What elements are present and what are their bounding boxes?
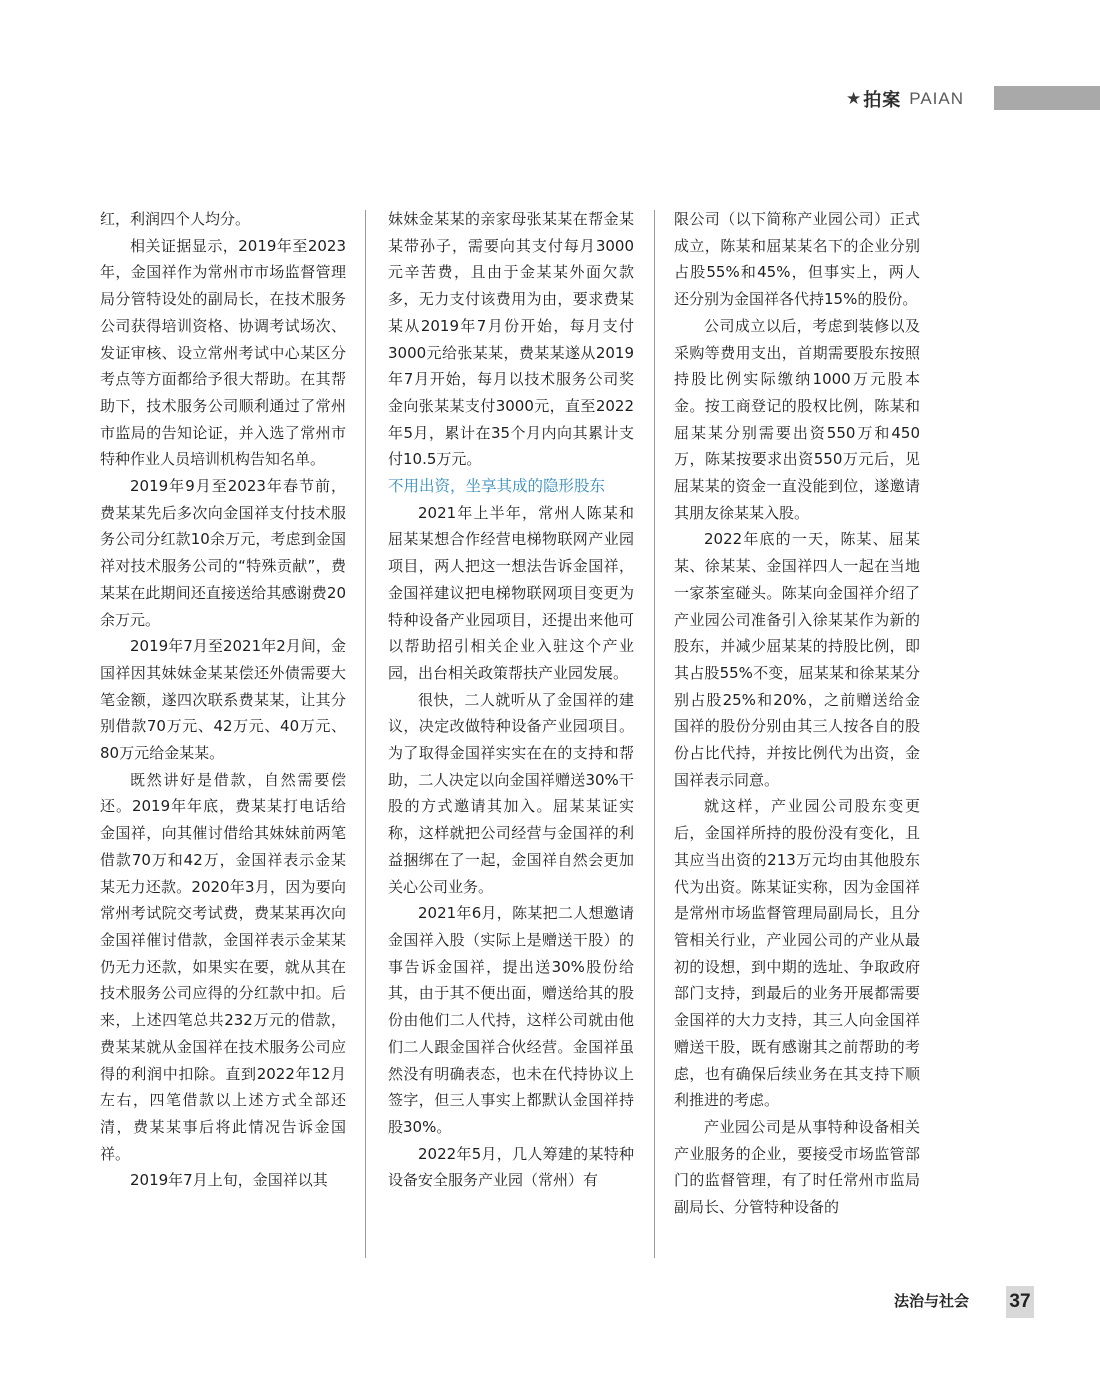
column-3: [674, 206, 920, 1221]
paragraph: 公司成立以后，考虑到装修以及采购等费用支出，首期需要股东按照持股比例实际缴纳1000万元股本金。按工商登记的股权比例，陈某和屈某某分别需要出资550万和450万，陈某按要求出资550万元后，见屈某某的资金一直没能到位，遂邀请其朋友徐某某入股。: [674, 316, 920, 522]
paragraph: 2022年底的一天，陈某、屈某某、徐某某、金国祥四人一起在当地一家茶室碰头。陈某向金国祥介绍了产业园公司准备引入徐某某作为新的股东，并减少屈某某的持股比例，即其占股55%不变，屈某某和徐某某分别占股25%和20%，之前赠送给金国祥的股份分别由其三人按各自的股份占比代持，并按比例代为出资，金国祥表示同意。: [674, 530, 920, 789]
paragraph: 2022年5月，几人筹建的某特种设备安全服务产业园（常州）有: [388, 1144, 634, 1190]
paragraph: 既然讲好是借款，自然需要偿还。2019年年底，费某某打电话给金国祥，向其催讨借给其妹妹前两笔借款70万和42万，金国祥表示金某某无力还款。2020年3月，因为要向常州考试院交考试费，费某某再次向金国祥催讨借款，金国祥表示金某某仍无力还款，如果实在要，就从其在技术服务公司应得的分红款中扣。后来，上述四笔总共232万元的借款，费某某就从金国祥在技术服务公司应得的利润中扣除。直到2022年12月左右，四笔借款以上述方式全部还清，费某某事后将此情况告诉金国祥。: [100, 770, 346, 1163]
page-number: 37: [1006, 1286, 1034, 1318]
paragraph: 2019年7月至2021年2月间，金国祥因其妹妹金某某偿还外债需要大笔金额，遂四次联系费某某，让其分别借款70万元、42万元、40万元、80万元给金某某。: [100, 637, 346, 763]
magazine-name: 法治与社会: [894, 1292, 970, 1310]
paragraph: 产业园公司是从事特种设备相关产业服务的企业，要接受市场监管部门的监督管理，有了时任常州市监局副局长、分管特种设备的: [674, 1117, 920, 1217]
paragraph: 2019年7月上旬，金国祥以其: [130, 1171, 328, 1190]
paragraph: 2021年上半年，常州人陈某和屈某某想合作经营电梯物联网产业园项目，两人把这一想法告诉金国祥，金国祥建议把电梯物联网项目变更为特种设备产业园项目，还提出来他可以帮助招引相关企业入驻这个产业园，出台相关政策帮扶产业园发展。: [388, 503, 634, 682]
column-2: [388, 206, 634, 1194]
star-icon: ★: [846, 89, 862, 109]
section-header: [846, 84, 964, 114]
paragraph: 2021年6月，陈某把二人想邀请金国祥入股（实际上是赠送干股）的事告诉金国祥，提出送30%股份给其，由于其不便出面，赠送给其的股份由他们二人代持，这样公司就由他们二人跟金国祥合伙经营。金国祥虽然没有明确表态，也未在代持协议上签字，但三人事实上都默认金国祥持股30%。: [388, 904, 634, 1136]
paragraph: 2019年9月至2023年春节前，费某某先后多次向金国祥支付技术服务公司分红款10余万元，考虑到金国祥对技术服务公司的“特殊贡献”，费某某在此期间还直接送给其感谢费20余万元。: [100, 477, 346, 629]
paragraph: 限公司（以下简称产业园公司）正式成立，陈某和屈某某名下的企业分别占股55%和45%，但事实上，两人还分别为金国祥各代持15%的股份。: [674, 210, 920, 309]
section-title-cn: 拍案: [863, 90, 902, 111]
header-bar: [994, 86, 1100, 110]
paragraph: 红，利润四个人均分。: [100, 210, 251, 228]
subheading: 不用出资，坐享其成的隐形股东: [388, 477, 606, 496]
section-title-en: PAIAN: [909, 89, 965, 108]
paragraph: 相关证据显示，2019年至2023年，金国祥作为常州市市场监督管理局分管特设处的副局长，在技术服务公司获得培训资格、协调考试场次、发证审核、设立常州考试中心某区分考点等方面都给予很大帮助。在其帮助下，技术服务公司顺利通过了常州市监局的告知论证，并入选了常州市特种作业人员培训机构告知名单。: [100, 236, 346, 469]
paragraph: 很快，二人就听从了金国祥的建议，决定改做特种设备产业园项目。为了取得金国祥实实在在的支持和帮助，二人决定以向金国祥赠送30%干股的方式邀请其加入。屈某某证实称，这样就把公司经营与金国祥的利益捆绑在了一起，金国祥自然会更加关心公司业务。: [388, 690, 634, 896]
column-1: [100, 206, 346, 1194]
column-divider: [365, 210, 366, 1258]
paragraph: 妹妹金某某的亲家母张某某在帮金某某带孙子，需要向其支付每月3000元辛苦费，且由于金某某外面欠款多，无力支付该费用为由，要求费某某从2019年7月份开始，每月支付3000元给张某某，费某某遂从2019年7月开始，每月以技术服务公司奖金向张某某支付3000元，直至2022年5月，累计在35个月内向其累计支付10.5万元。: [388, 210, 634, 469]
column-divider: [654, 210, 655, 1258]
paragraph: 就这样，产业园公司股东变更后，金国祥所持的股份没有变化，且其应当出资的213万元均由其他股东代为出资。陈某证实称，因为金国祥是常州市场监督管理局副局长，且分管相关行业，产业园公司的产业从最初的设想，到中期的选址、争取政府部门支持，到最后的业务开展都需要金国祥的大力支持，其三人向金国祥赠送干股，既有感谢其之前帮助的考虑，也有确保后续业务在其支持下顺利推进的考虑。: [674, 797, 920, 1110]
